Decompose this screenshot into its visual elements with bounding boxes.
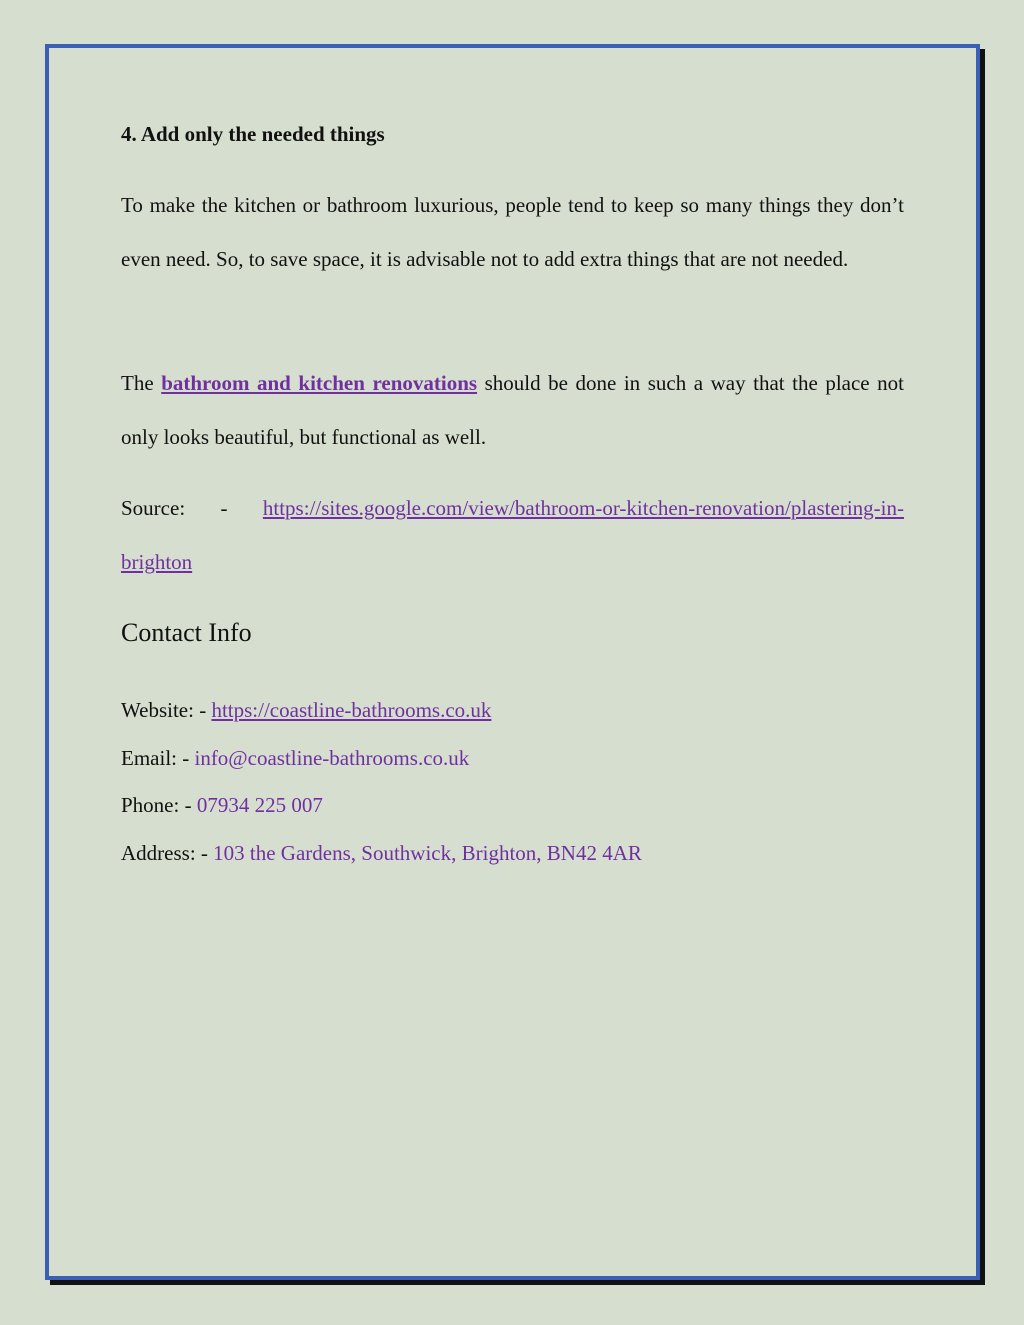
section-heading: 4. Add only the needed things (121, 122, 385, 146)
source-line (121, 481, 904, 589)
email-label: Email: - (121, 746, 195, 770)
paragraph-renovations (121, 356, 904, 464)
source-label: Source: - (121, 496, 263, 520)
phone-label: Phone: - (121, 793, 197, 817)
phone-value: 07934 225 007 (196, 793, 323, 817)
contact-info-title: Contact Info (121, 618, 252, 647)
paragraph-renovations-prefix: The (121, 371, 162, 395)
address-line (121, 839, 642, 867)
email-line (121, 744, 469, 772)
renovations-link[interactable]: bathroom and kitchen renovations (161, 371, 478, 395)
paragraph-renovations-suffix: should be done in such a way that the place not only looks beautiful, but functional as well. (121, 371, 904, 449)
website-link[interactable]: https://coastline-bathrooms.co.uk (211, 698, 492, 722)
email-value: info@coastline-bathrooms.co.uk (194, 746, 470, 770)
website-label: Website: - (121, 698, 212, 722)
address-label: Address: - (121, 841, 214, 865)
paragraph-needed-things: To make the kitchen or bathroom luxurious, people tend to keep so many things they don’t even need. So, to save space, it is advisable not to add extra things that are not needed. (121, 193, 904, 271)
address-value: 103 the Gardens, Southwick, Brighton, BN42 4AR (213, 841, 642, 865)
website-line (121, 696, 491, 724)
phone-line (121, 791, 323, 819)
source-link[interactable]: https://sites.google.com/view/bathroom-or-kitchen-renovation/plastering-in-brighton (121, 496, 904, 574)
